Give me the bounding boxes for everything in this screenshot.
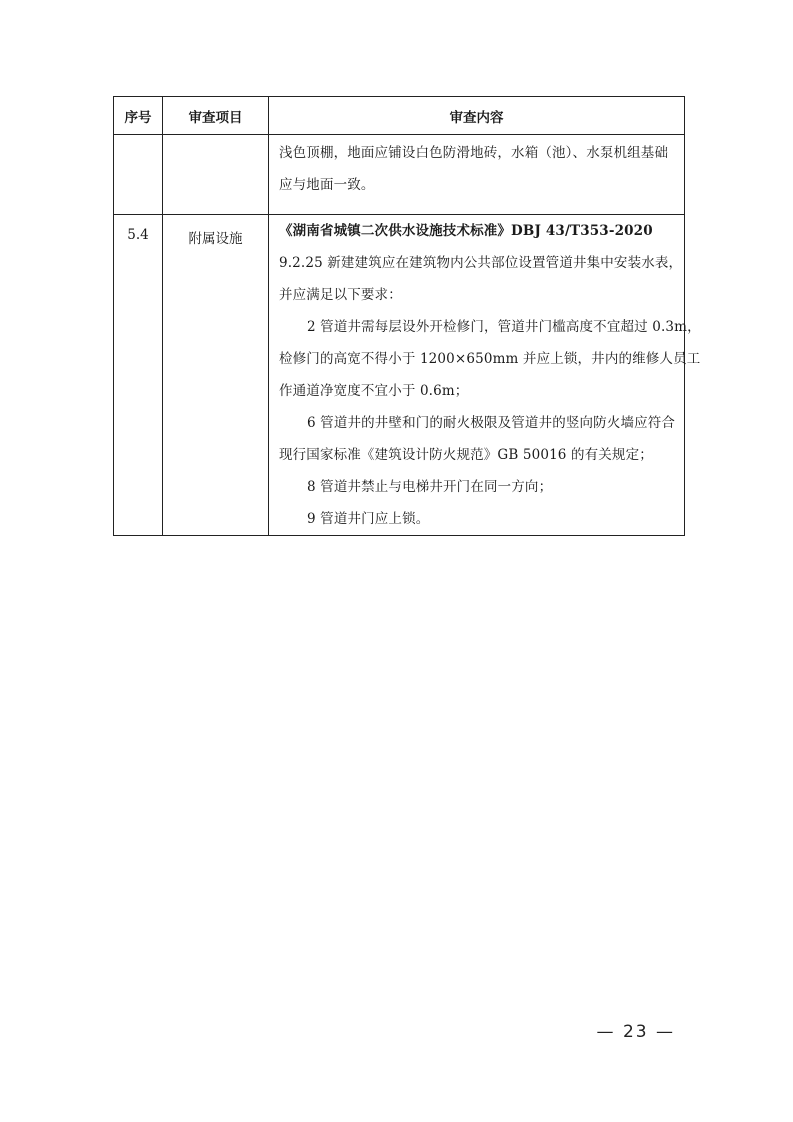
row1-item xyxy=(163,135,269,215)
page-number: — 23 — xyxy=(596,1022,675,1042)
clause-line-6: 6 管道井的井壁和门的耐火极限及管道井的竖向防火墙应符合 xyxy=(307,415,676,431)
clause-line-8: 8 管道井禁止与电梯井开门在同一方向； xyxy=(307,479,553,495)
clause-line-4: 检修门的高宽不得小于 1200×650mm 并应上锁，井内的维修人员工 xyxy=(279,351,701,367)
row1-line-2: 应与地面一致。 xyxy=(279,177,375,193)
clause-line-3: 2 管道井需每层设外开检修门，管道井门槛高度不宜超过 0.3m， xyxy=(307,319,701,335)
review-table xyxy=(113,96,701,536)
clause-line-7: 现行国家标准《建筑设计防火规范》GB 50016 的有关规定； xyxy=(279,447,653,463)
table-row xyxy=(114,215,685,536)
row1-no xyxy=(114,135,163,215)
clause-line-2: 并应满足以下要求： xyxy=(279,287,402,303)
header-item: 审查项目 xyxy=(163,97,269,135)
header-no: 序号 xyxy=(114,97,163,135)
row1-line-1: 浅色顶棚，地面应铺设白色防滑地砖，水箱（池）、水泵机组基础 xyxy=(279,145,669,161)
row2-content xyxy=(269,215,701,536)
table-row xyxy=(114,135,685,215)
clause-line-9: 9 管道井门应上锁。 xyxy=(307,511,430,527)
row2-no: 5.4 xyxy=(114,215,163,536)
standard-title: 《湖南省城镇二次供水设施技术标准》DBJ 43/T353-2020 xyxy=(279,223,653,239)
clause-line-1: 9.2.25 新建建筑应在建筑物内公共部位设置管道井集中安装水表， xyxy=(279,255,683,271)
row2-item: 附属设施 xyxy=(163,215,269,536)
row1-content xyxy=(269,135,685,215)
clause-line-5: 作通道净宽度不宜小于 0.6m； xyxy=(279,383,469,399)
header-content: 审查内容 xyxy=(269,97,685,135)
table-header-row xyxy=(114,97,685,135)
